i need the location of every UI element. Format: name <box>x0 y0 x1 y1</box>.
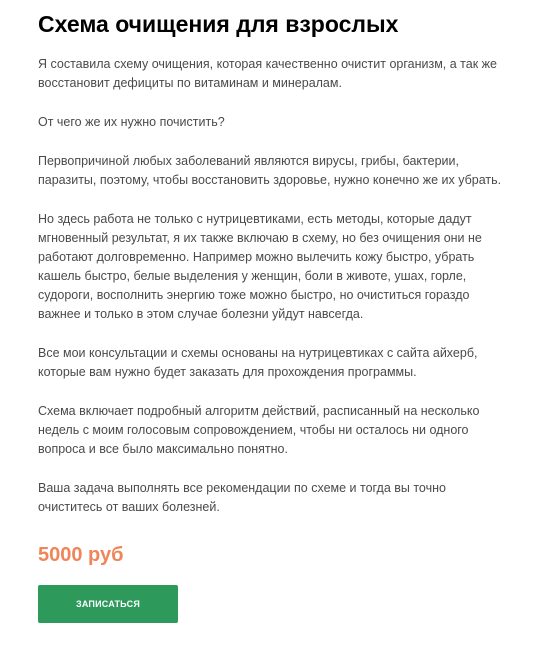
description <box>38 55 508 517</box>
signup-button[interactable]: ЗАПИСАТЬСЯ <box>38 585 178 623</box>
description-paragraph: Первопричиной любых заболеваний являются вирусы, грибы, бактерии, паразиты, поэтому, чтобы восстановить здоровье, нужно конечно же их убрать. <box>38 154 502 187</box>
page-title: Схема очищения для взрослых <box>38 11 399 37</box>
description-paragraph: От чего же их нужно почистить? <box>38 115 225 129</box>
description-paragraph: Все мои консультации и схемы основаны на нутрицевтиках с сайта айхерб, которые вам нужно будет заказать для прохождения программы. <box>38 346 478 379</box>
price-label: 5000 руб <box>38 544 124 566</box>
description-paragraph: Схема включает подробный алгоритм действий, расписанный на несколько недель с моим голосовым сопровождением, чтобы ни осталось ни одного вопроса и все было максимально понятно. <box>38 404 480 456</box>
description-paragraph: Ваша задача выполнять все рекомендации по схеме и тогда вы точно очиститесь от ваших болезней. <box>38 481 446 514</box>
description-paragraph: Но здесь работа не только с нутрицевтиками, есть методы, которые дадут мгновенный результат, я их также включаю в схему, но без очищения они не работают долговременно. Например можно вылечить кожу быстро, убрать кашель быстро, белые выделения у женщин, боли в животе, ушах, горле, судороги, восполнить энергию тоже можно быстро, но очиститься гораздо важнее и только в этом случае болезни уйдут навсегда. <box>38 212 482 321</box>
description-paragraph: Я составила схему очищения, которая качественно очистит организм, а так же восстановит дефициты по витаминам и минералам. <box>38 57 497 90</box>
offer-card <box>38 10 508 537</box>
